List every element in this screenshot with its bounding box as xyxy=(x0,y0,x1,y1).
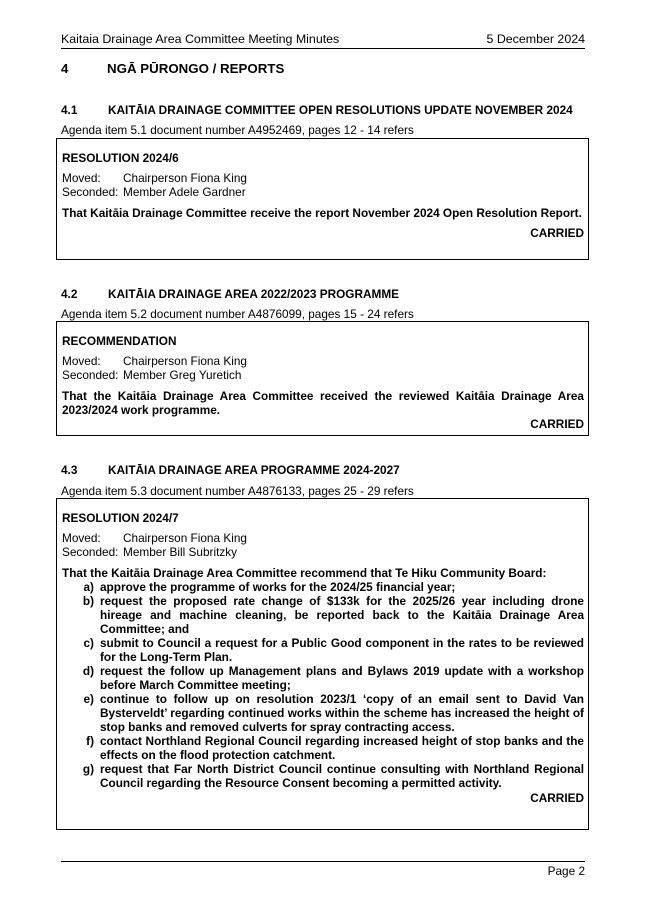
item-title: KAITĀIA DRAINAGE AREA PROGRAMME 2024-2027 xyxy=(108,463,400,477)
header-title: Kaitaia Drainage Area Committee Meeting Minutes xyxy=(61,32,340,46)
recommendation-text: That the Kaitāia Drainage Area Committee received the reviewed Kaitāia Drainage Area 2023/2024 work programme. xyxy=(62,389,584,417)
moved-by: Chairperson Fiona King xyxy=(123,171,247,185)
moved-by: Chairperson Fiona King xyxy=(123,354,247,368)
seconded-line xyxy=(62,368,584,382)
carried-status: CARRIED xyxy=(530,417,584,431)
resolution-title: RESOLUTION 2024/7 xyxy=(62,511,179,525)
list-item xyxy=(62,692,584,734)
section-number: 4 xyxy=(61,61,69,76)
moved-line xyxy=(62,354,584,368)
agenda-reference: Agenda item 5.1 document number A4952469, pages 12 - 14 refers xyxy=(61,123,414,137)
list-item xyxy=(62,580,584,594)
seconded-line xyxy=(62,185,584,199)
page-number: Page 2 xyxy=(547,864,585,878)
list-marker: e) xyxy=(83,692,94,706)
seconded-label: Seconded: xyxy=(62,368,119,382)
list-text: request the follow up Management plans and Bylaws 2019 update with a workshop before March Committee meeting; xyxy=(100,664,584,692)
list-marker: f) xyxy=(86,734,94,748)
carried-status: CARRIED xyxy=(530,226,584,240)
resolution-text: That the Kaitāia Drainage Area Committee recommend that Te Hiku Community Board: xyxy=(62,566,547,580)
item-heading xyxy=(61,287,585,301)
list-item xyxy=(62,734,584,762)
moved-by: Chairperson Fiona King xyxy=(123,531,247,545)
item-number: 4.2 xyxy=(61,287,78,301)
seconded-by: Member Bill Subritzky xyxy=(123,545,238,559)
list-marker: a) xyxy=(83,580,94,594)
item-title: KAITĀIA DRAINAGE AREA 2022/2023 PROGRAMME xyxy=(108,287,400,301)
resolution-box xyxy=(56,498,589,830)
recommendation-title: RECOMMENDATION xyxy=(62,334,177,348)
list-item xyxy=(62,636,584,664)
moved-line xyxy=(62,171,584,185)
list-item xyxy=(62,762,584,790)
list-marker: c) xyxy=(83,636,94,650)
page-footer xyxy=(61,861,585,878)
list-marker: d) xyxy=(82,664,94,678)
seconded-by: Member Adele Gardner xyxy=(123,185,246,199)
item-number: 4.3 xyxy=(61,463,78,477)
seconded-by: Member Greg Yuretich xyxy=(123,368,242,382)
list-marker: g) xyxy=(82,762,94,776)
item-heading xyxy=(61,103,585,117)
header-date: 5 December 2024 xyxy=(486,32,585,46)
page-header xyxy=(61,32,585,49)
list-text: request the proposed rate change of $133k for the 2025/26 year including drone hireage and machine cleaning, be reported back to the Kaitāia Drainage Area Committee; and xyxy=(100,594,584,636)
resolution-text: That Kaitāia Drainage Committee receive the report November 2024 Open Resolution Report. xyxy=(62,206,582,220)
moved-label: Moved: xyxy=(62,171,101,185)
item-heading xyxy=(61,463,585,477)
seconded-line xyxy=(62,545,584,559)
list-item xyxy=(62,594,584,636)
list-item xyxy=(62,664,584,692)
carried-status: CARRIED xyxy=(530,791,584,805)
list-marker: b) xyxy=(82,594,94,608)
agenda-reference: Agenda item 5.3 document number A4876133, pages 25 - 29 refers xyxy=(61,484,414,498)
section-heading xyxy=(61,61,284,76)
moved-label: Moved: xyxy=(62,531,101,545)
seconded-label: Seconded: xyxy=(62,185,119,199)
resolution-list xyxy=(62,580,584,790)
moved-line xyxy=(62,531,584,545)
recommendation-box xyxy=(56,321,589,436)
item-number: 4.1 xyxy=(61,103,78,117)
agenda-reference: Agenda item 5.2 document number A4876099, pages 15 - 24 refers xyxy=(61,307,414,321)
resolution-title: RESOLUTION 2024/6 xyxy=(62,151,179,165)
moved-label: Moved: xyxy=(62,354,101,368)
list-text: submit to Council a request for a Public Good component in the rates to be reviewed for the Long-Term Plan. xyxy=(100,636,584,664)
list-text: approve the programme of works for the 2024/25 financial year; xyxy=(100,580,456,594)
item-title: KAITĀIA DRAINAGE COMMITTEE OPEN RESOLUTIONS UPDATE NOVEMBER 2024 xyxy=(108,103,573,117)
section-title: NGĀ PŪRONGO / REPORTS xyxy=(107,61,285,76)
seconded-label: Seconded: xyxy=(62,545,119,559)
list-text: contact Northland Regional Council regarding increased height of stop banks and the effects on the flood protection catchment. xyxy=(100,734,584,762)
list-text: request that Far North District Council continue consulting with Northland Regional Council regarding the Resource Consent becoming a permitted activity. xyxy=(100,762,584,790)
list-text: continue to follow up on resolution 2023/1 ‘copy of an email sent to David Van Bysterveldt’ regarding continued works within the scheme has increased the height of stop banks and removed culverts for spray contracting access. xyxy=(100,692,584,734)
resolution-box xyxy=(56,138,589,260)
